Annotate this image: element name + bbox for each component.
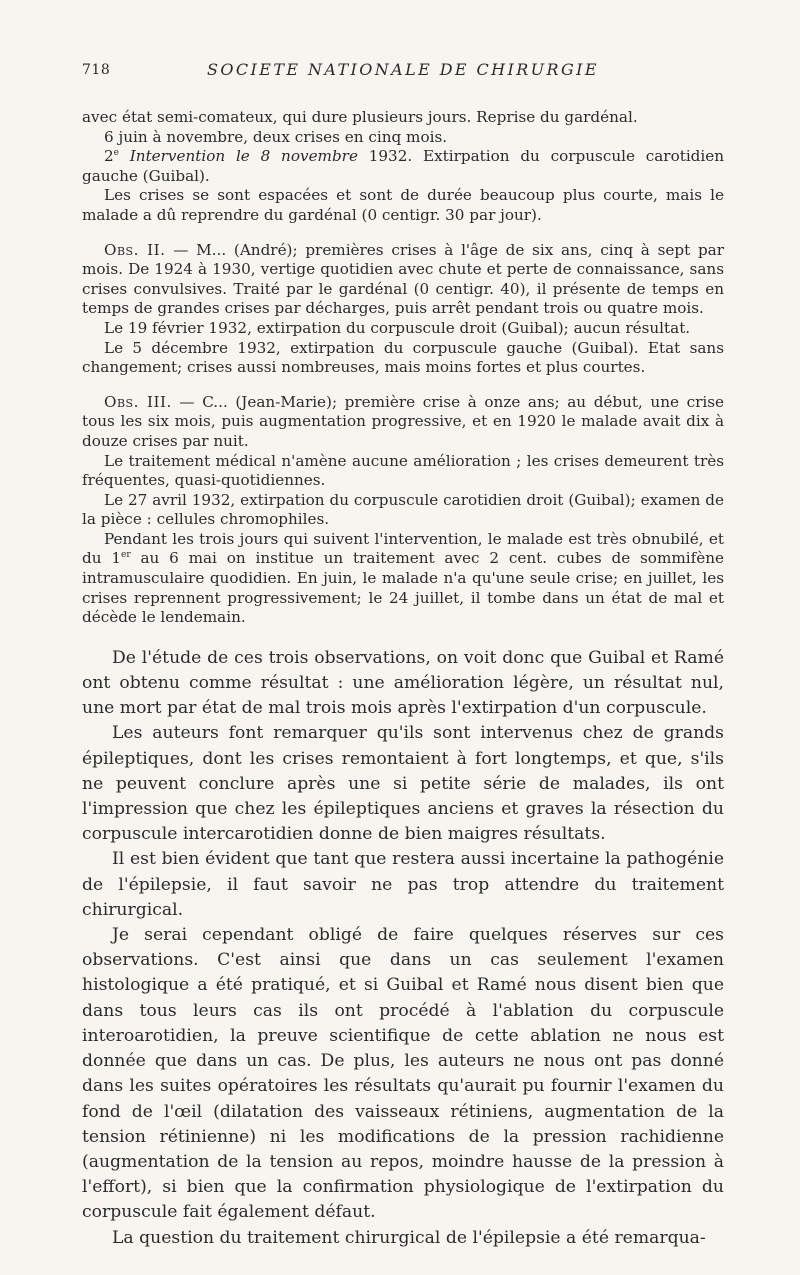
obs1-paragraph-3 xyxy=(82,147,724,186)
obs3-p4-end: au 6 mai on institue un traitement avec 2 cent. cubes de sommifène intramusculaire quodidien. En juin, le malade n'a qu'une seule crise; en juillet, les crises reprennent progressivement; le 24 juillet, il tombe dans un état de mal et décède le lendemain. xyxy=(82,549,724,627)
obs1-paragraph-2: 6 juin à novembre, deux crises en cinq mois. xyxy=(104,127,448,146)
obs3-paragraph-2: Le traitement médical n'amène aucune amélioration ; les crises demeurent très fréquentes, quasi-quotidiennes. xyxy=(82,451,724,490)
obs2-paragraph-1 xyxy=(82,241,724,319)
body-paragraph-2: Les auteurs font remarquer qu'ils sont intervenus chez de grands épileptiques, dont les crises remontaient à fort longtemps, et que, s'ils ne peuvent conclure après une si petite série de malades, ils ont l'impression que chez les épileptiques anciens et graves la résection du corpuscule intercarotidien donne de bien maigres résultats. xyxy=(82,723,724,845)
intervention-number-sup: e xyxy=(113,148,119,159)
obs3-paragraph-3: Le 27 avril 1932, extirpation du corpuscule carotidien droit (Guibal); examen de la pièce : cellules chromophiles. xyxy=(82,490,724,529)
obs3-p4-start: Pendant les trois jours qui suivent l'intervention, le malade est très obnubilé, et du 1 xyxy=(82,529,724,568)
body-paragraph-3: Il est bien évident que tant que restera aussi incertaine la pathogénie de l'épilepsie, il faut savoir ne pas trop attendre du traitement chirurgical. xyxy=(82,849,724,920)
intervention-label: Intervention le xyxy=(129,147,250,166)
obs2-paragraph-2: Le 19 février 1932, extirpation du corpuscule droit (Guibal); aucun résultat. xyxy=(104,318,691,337)
obs2-paragraph-3: Le 5 décembre 1932, extirpation du corpuscule gauche (Guibal). Etat sans changement; crises aussi nombreuses, mais moins fortes et plus courtes. xyxy=(82,338,724,377)
obs1-paragraph-4: Les crises se sont espacées et sont de durée beaucoup plus courte, mais le malade a dû reprendre du gardénal (0 centigr. 30 par jour). xyxy=(82,186,724,224)
body-paragraph-5: La question du traitement chirurgical de l'épilepsie a été remarqua- xyxy=(112,1227,706,1248)
page xyxy=(82,58,724,1251)
body-paragraph-1: De l'étude de ces trois observations, on voit donc que Guibal et Ramé ont obtenu comme résultat : une amélioration légère, un résultat nul, une mort par état de mal trois mois après l'extirpation d'un corpuscule. xyxy=(82,647,724,719)
obs3-intro: — C... (Jean-Marie); première crise à onze ans; au début, une crise tous les six mois, puis augmentation progressive, et en 1920 le malade avait dix à douze crises par nuit. xyxy=(82,392,724,450)
intervention-date: 8 novembre xyxy=(260,147,358,166)
page-header xyxy=(82,58,724,88)
running-title: SOCIETE NATIONALE DE CHIRURGIE xyxy=(207,60,599,79)
obs2-label: Obs. II. xyxy=(104,240,166,259)
obs3-p4-sup: er xyxy=(121,550,131,561)
intervention-number: 2 xyxy=(104,147,114,166)
obs1-paragraph-1: avec état semi-comateux, qui dure plusieurs jours. Reprise du gardénal. xyxy=(82,108,638,126)
obs2-intro: — M... (André); premières crises à l'âge de six ans, cinq à sept par mois. De 1924 à 1930, vertige quotidien avec chute et perte de connaissance, sans crises convulsives. Traité par le gardénal (0 centigr. 40), il présente de temps en temps de grandes crises par décharges, puis arrêt pendant trois ou quatre mois. xyxy=(82,240,724,318)
intervention-text: 1932. Extirpation du corpuscule carotidien gauche (Guibal). xyxy=(82,147,725,185)
body-paragraph-4: Je serai cependant obligé de faire quelques réserves sur ces observations. C'est ainsi que dans un cas seulement l'examen histologique a été pratiqué, et si Guibal et Ramé nous disent bien que dans tous leurs cas ils ont procédé à l'ablation du corpuscule interoarotidien, la preuve scientifique de cette ablation ne nous est donnée que dans un cas. De plus, les auteurs ne nous ont pas donné dans les suites opératoires les résultats qu'aurait pu fournir l'examen du fond de l'œil (dilatation des vaisseaux rétiniens, augmentation de la tension rétinienne) ni les modifications de la pression rachidienne (augmentation de la tension au repos, moindre hausse de la pression à l'effort), si bien que la confirmation physiologique de l'extirpation du corpuscule fait également défaut. xyxy=(82,925,724,1223)
obs3-label: Obs. III. xyxy=(104,392,172,411)
obs3-paragraph-1 xyxy=(82,393,724,452)
obs3-paragraph-4 xyxy=(82,530,724,628)
page-number: 718 xyxy=(82,62,111,78)
